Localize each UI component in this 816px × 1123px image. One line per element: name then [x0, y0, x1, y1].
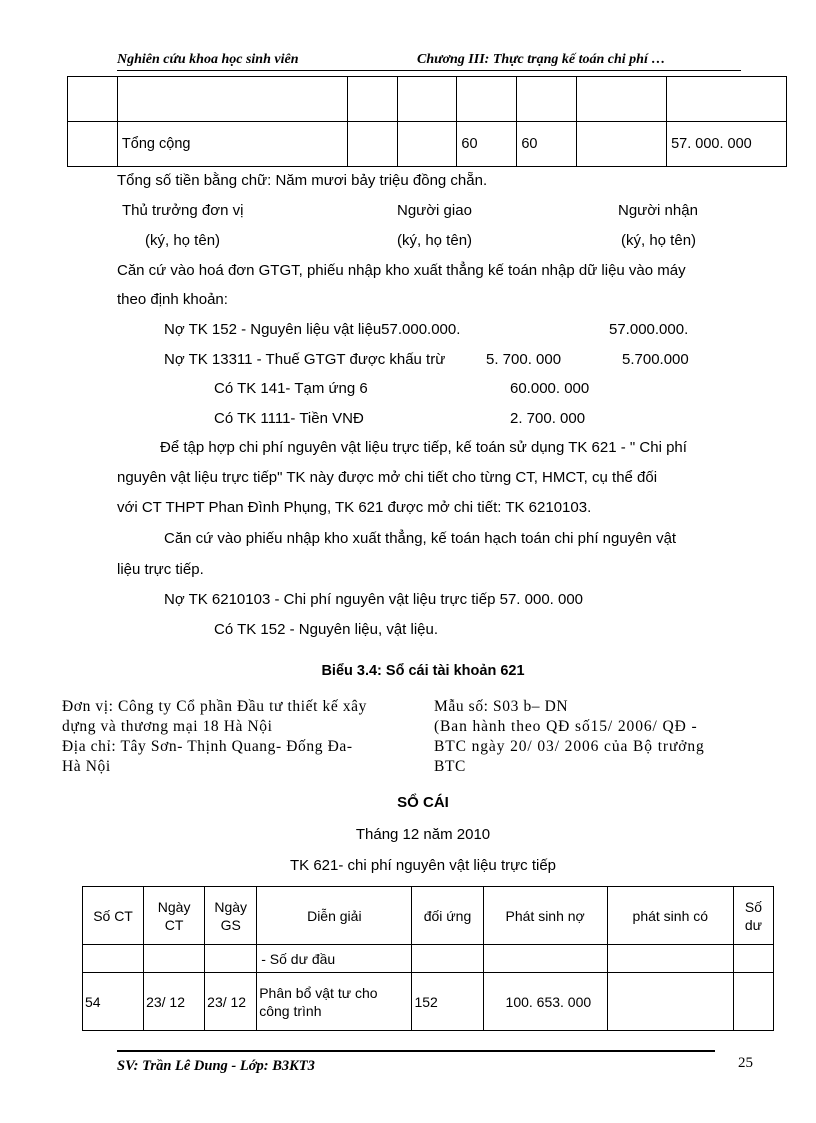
col-so-du: Số dư [733, 887, 773, 945]
row-ngay-ct: 23/ 12 [144, 973, 205, 1031]
sig-receiver-sub: (ký, họ tên) [621, 232, 697, 249]
entry-credit-141: Có TK 141- Tạm ứng 6 [214, 380, 368, 397]
para2-line3: với CT THPT Phan Đình Phụng, TK 621 được mở chi tiết: TK 6210103. [117, 499, 592, 516]
col-doi-ung: đối ứng [412, 887, 483, 945]
header-right: Chương III: Thực trạng kế toán chi phí … [417, 52, 666, 67]
address-line2: Hà Nội [62, 758, 111, 775]
footer-rule [117, 1050, 715, 1052]
opening-balance-label: - Số dư đầu [257, 945, 412, 973]
entry-credit-141-amount: 60.000. 000 [510, 380, 590, 397]
entry-debit-152: Nợ TK 152 - Nguyên liệu vật liệu57.000.000. [164, 321, 461, 338]
entry-credit-1111-amount: 2. 700. 000 [510, 410, 586, 427]
row-so-ct: 54 [83, 973, 144, 1031]
form-line3: BTC ngày 20/ 03/ 2006 của Bộ trưởng [434, 738, 705, 755]
entry-debit-6210103: Nợ TK 6210103 - Chi phí nguyên vật liệu trực tiếp 57. 000. 000 [164, 591, 584, 608]
ledger-caption: Biểu 3.4: Sổ cái tài khoản 621 [321, 663, 525, 679]
para3-line1: Căn cứ vào phiếu nhập kho xuất thẳng, kế toán hạch toán chi phí nguyên vật [164, 530, 677, 547]
total-amount: 57. 000. 000 [667, 122, 787, 167]
form-line2: (Ban hành theo QĐ số15/ 2006/ QĐ - [434, 718, 698, 735]
row-phat-sinh-no: 100. 653. 000 [483, 973, 607, 1031]
row-dien-giai: Phân bổ vật tư cho công trình [257, 973, 412, 1031]
ledger-header-row [83, 887, 774, 945]
col-so-ct: Số CT [83, 887, 144, 945]
table-row [68, 77, 787, 122]
row-ngay-gs: 23/ 12 [205, 973, 257, 1031]
sig-giver: Người giao [397, 202, 472, 219]
receipt-table [67, 76, 787, 167]
sig-receiver: Người nhận [618, 202, 698, 219]
entry-credit-1111: Có TK 1111- Tiền VNĐ [214, 410, 364, 427]
col-dien-giai: Diễn giải [257, 887, 412, 945]
amount-in-words: Tổng số tiền bằng chữ: Năm mươi bảy triệu đồng chẵn. [117, 172, 488, 189]
ledger-account: TK 621- chi phí nguyên vật liệu trực tiếp [289, 857, 556, 874]
unit-line1: Đơn vị: Công ty Cổ phần Đầu tư thiết kế xây [62, 698, 368, 715]
total-qty2: 60 [517, 122, 577, 167]
para1-line1: Căn cứ vào hoá đơn GTGT, phiếu nhập kho xuất thẳng kế toán nhập dữ liệu vào máy [117, 262, 686, 279]
total-qty1: 60 [457, 122, 517, 167]
col-ngay-ct: Ngày CT [144, 887, 205, 945]
table-row [83, 973, 774, 1031]
header-rule [117, 70, 741, 71]
entry-debit-13311-amount2: 5.700.000 [622, 351, 689, 368]
form-line1: Mẫu số: S03 b– DN [434, 698, 569, 715]
col-phat-sinh-no: Phát sinh nợ [483, 887, 607, 945]
form-line4: BTC [434, 758, 466, 775]
entry-debit-152-amount: 57.000.000. [609, 321, 689, 338]
table-row-total [68, 122, 787, 167]
para3-line2: liệu trực tiếp. [117, 561, 204, 578]
row-doi-ung: 152 [412, 973, 483, 1031]
entry-debit-13311-amount1: 5. 700. 000 [486, 351, 562, 368]
para2-line1: Để tập hợp chi phí nguyên vật liệu trực tiếp, kế toán sử dụng TK 621 - " Chi phí [160, 439, 687, 456]
page-number: 25 [738, 1055, 753, 1071]
ledger-table [82, 886, 774, 1031]
para2-line2: nguyên vật liệu trực tiếp" TK này được mở chi tiết cho từng CT, HMCT, cụ thể đối [117, 469, 658, 486]
entry-debit-13311: Nợ TK 13311 - Thuế GTGT được khấu trừ [164, 351, 446, 368]
footer-student: SV: Trần Lê Dung - Lớp: B3KT3 [117, 1058, 315, 1074]
para1-line2: theo định khoản: [117, 291, 228, 308]
ledger-opening-row [83, 945, 774, 973]
col-phat-sinh-co: phát sinh có [607, 887, 733, 945]
ledger-title: SỔ CÁI [397, 794, 449, 811]
header-left: Nghiên cứu khoa học sinh viên [117, 52, 299, 67]
sig-head-sub: (ký, họ tên) [145, 232, 221, 249]
sig-head: Thủ trưởng đơn vị [122, 202, 244, 219]
unit-line2: dựng và thương mại 18 Hà Nội [62, 718, 273, 735]
entry-credit-152: Có TK 152 - Nguyên liệu, vật liệu. [214, 621, 439, 638]
col-ngay-gs: Ngày GS [205, 887, 257, 945]
total-label: Tổng cộng [117, 122, 347, 167]
ledger-month: Tháng 12 năm 2010 [355, 826, 491, 843]
sig-giver-sub: (ký, họ tên) [397, 232, 473, 249]
address-line1: Địa chỉ: Tây Sơn- Thịnh Quang- Đống Đa- [62, 738, 353, 755]
